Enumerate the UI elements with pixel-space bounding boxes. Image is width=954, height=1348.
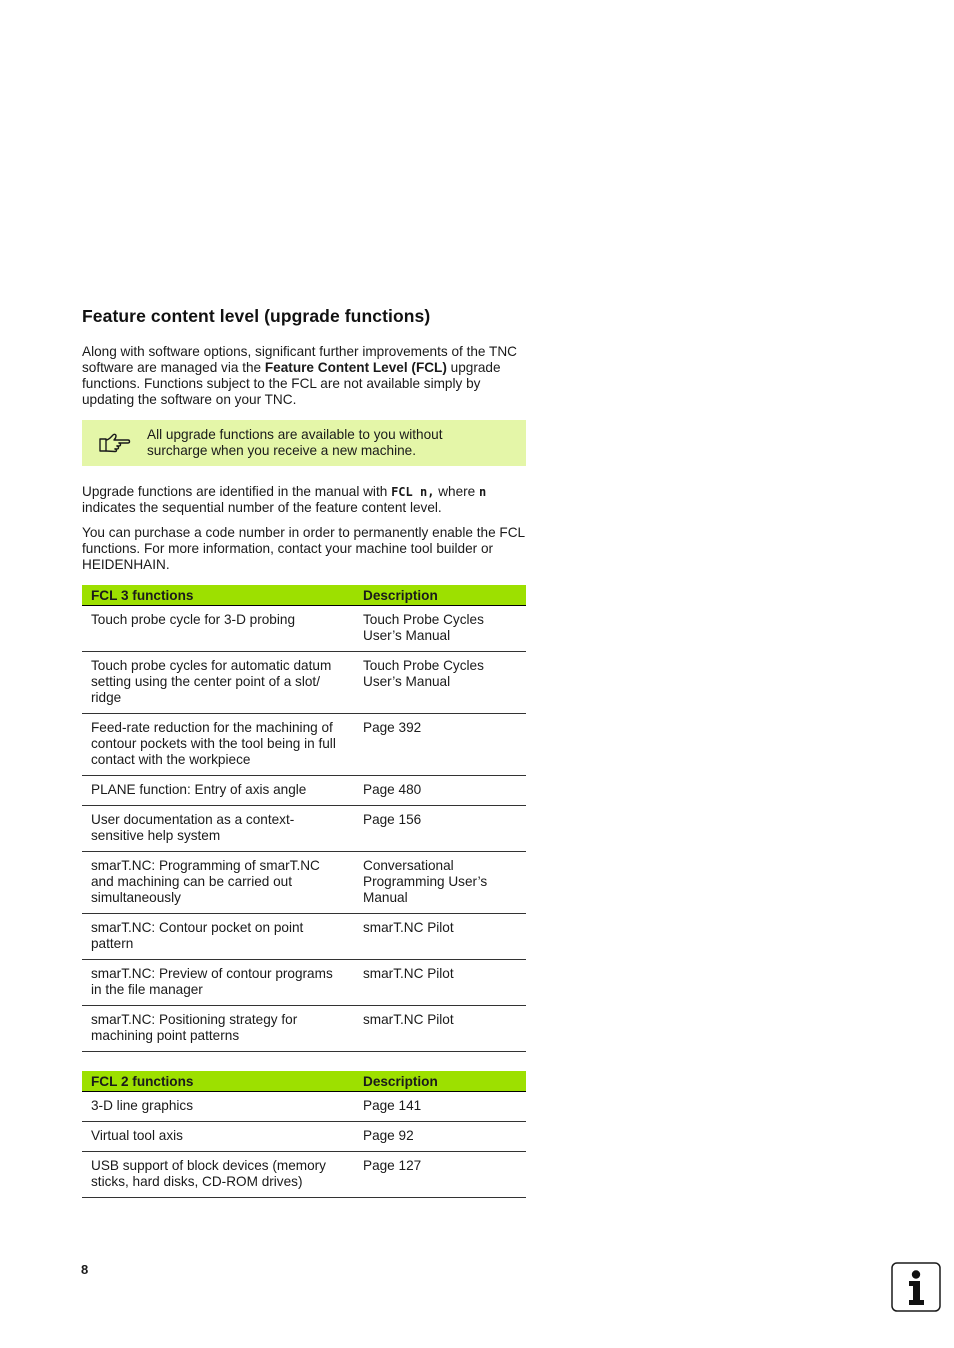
description-cell: smarT.NC Pilot (354, 960, 526, 1006)
function-cell: smarT.NC: Contour pocket on point pattern (82, 914, 354, 960)
note-box (82, 420, 526, 466)
function-cell: User documentation as a context-sensitive help system (82, 806, 354, 852)
description-cell: smarT.NC Pilot (354, 1006, 526, 1052)
table-header-row (82, 1071, 526, 1092)
section-title: Feature content level (upgrade functions) (82, 306, 431, 326)
description-cell: Conversational Programming User’s Manual (354, 852, 526, 914)
intro-bold-term: Feature Content Level (FCL) (264, 360, 447, 375)
table-row (82, 606, 526, 652)
table-row (82, 852, 526, 914)
function-cell: Touch probe cycle for 3-D probing (82, 606, 354, 652)
table-row (82, 1152, 526, 1198)
fcl3-header-functions: FCL 3 functions (82, 585, 354, 606)
function-cell: PLANE function: Entry of axis angle (82, 776, 354, 806)
table-row (82, 806, 526, 852)
function-cell: Touch probe cycles for automatic datum setting using the center point of a slot/ ridge (82, 652, 354, 714)
description-cell: Page 156 (354, 806, 526, 852)
description-cell: Page 480 (354, 776, 526, 806)
table-row (82, 652, 526, 714)
intro-text-1: Along with software options, significant further improvements of the TNC software are managed via the (82, 344, 517, 375)
description-cell: smarT.NC Pilot (354, 914, 526, 960)
table-row (82, 1092, 526, 1122)
purchase-paragraph: You can purchase a code number in order to permanently enable the FCL functions. For more information, contact your machine tool builder or HEIDENHAIN. (82, 525, 525, 572)
identification-text-3: indicates the sequential number of the feature content level. (82, 500, 442, 515)
pointing-hand-icon (82, 420, 147, 466)
fcl2-table (82, 1071, 526, 1198)
description-cell: Page 92 (354, 1122, 526, 1152)
description-cell: Page 127 (354, 1152, 526, 1198)
identification-text-2: where (434, 484, 480, 499)
table-row (82, 714, 526, 776)
table-row (82, 776, 526, 806)
function-cell: USB support of block devices (memory sticks, hard disks, CD-ROM drives) (82, 1152, 354, 1198)
description-cell: Touch Probe Cycles User’s Manual (354, 606, 526, 652)
function-cell: Feed-rate reduction for the machining of contour pockets with the tool being in full contact with the workpiece (82, 714, 354, 776)
fcl-code: FCL n, (391, 485, 435, 499)
table-row (82, 1006, 526, 1052)
main-content (82, 306, 526, 1198)
function-cell: Virtual tool axis (82, 1122, 354, 1152)
table-row (82, 960, 526, 1006)
identification-paragraph (82, 484, 526, 516)
table-header-row (82, 585, 526, 606)
note-text: All upgrade functions are available to you without surcharge when you receive a new machine. (147, 427, 443, 458)
function-cell: smarT.NC: Positioning strategy for machining point patterns (82, 1006, 354, 1052)
function-cell: smarT.NC: Programming of smarT.NC and machining can be carried out simultaneously (82, 852, 354, 914)
intro-paragraph (82, 344, 526, 408)
identification-text-1: Upgrade functions are identified in the manual with (82, 484, 392, 499)
intro-text-2: upgrade functions. Functions subject to the FCL are not available simply by updating the software on your TNC. (82, 360, 501, 407)
n-code: n (479, 485, 487, 499)
table-row (82, 1122, 526, 1152)
fcl3-header-description: Description (354, 585, 526, 606)
fcl3-table (82, 585, 526, 1052)
function-cell: smarT.NC: Preview of contour programs in the file manager (82, 960, 354, 1006)
description-cell: Touch Probe Cycles User’s Manual (354, 652, 526, 714)
page-number: 8 (81, 1262, 89, 1277)
description-cell: Page 392 (354, 714, 526, 776)
info-icon[interactable] (891, 1262, 941, 1312)
fcl2-header-description: Description (354, 1071, 526, 1092)
fcl2-header-functions: FCL 2 functions (82, 1071, 354, 1092)
function-cell: 3-D line graphics (82, 1092, 354, 1122)
description-cell: Page 141 (354, 1092, 526, 1122)
table-row (82, 914, 526, 960)
